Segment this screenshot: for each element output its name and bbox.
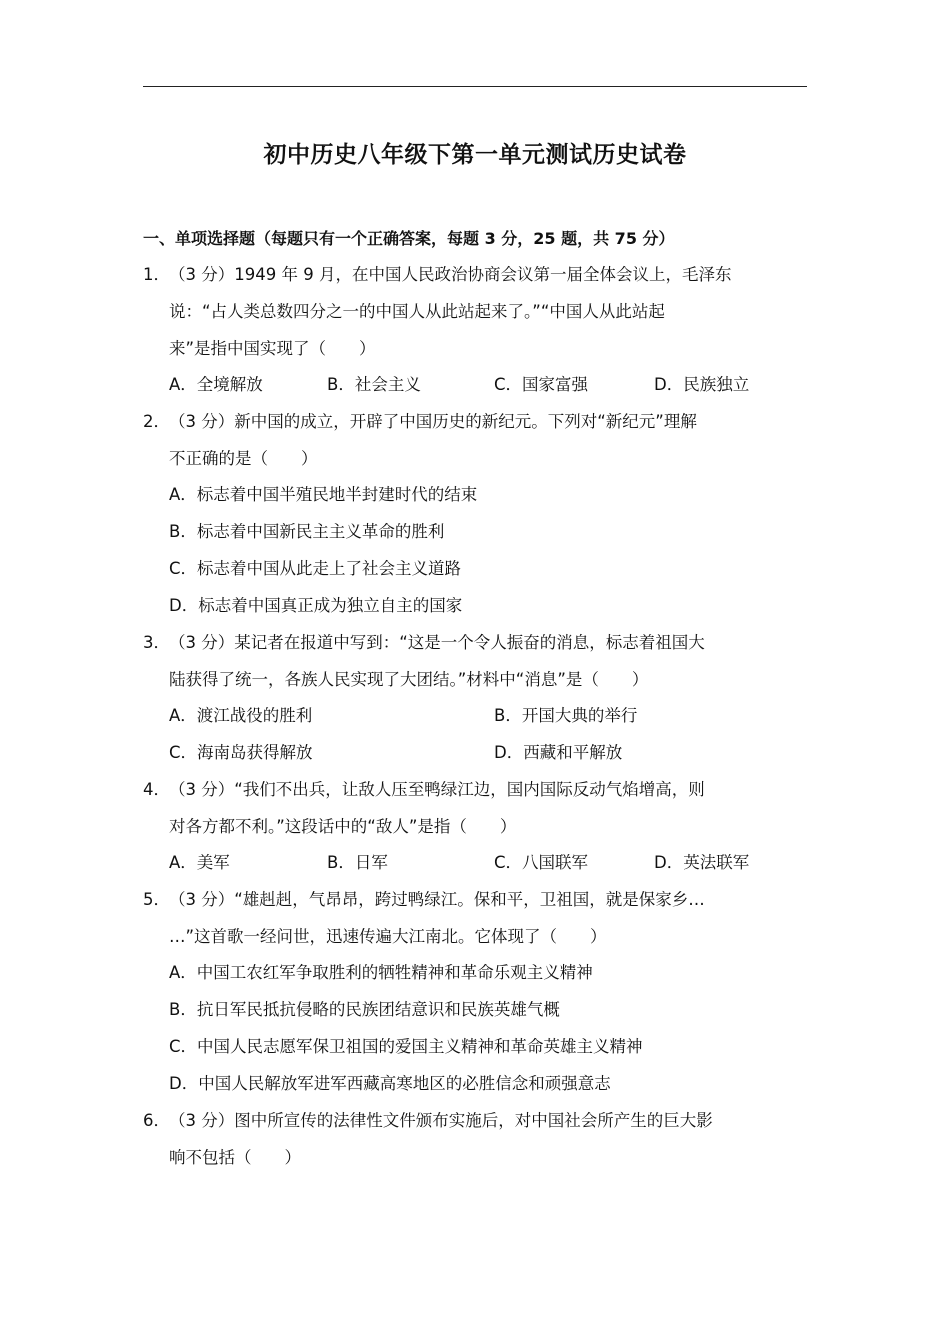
- page-title: 初中历史八年级下第一单元测试历史试卷: [263, 142, 687, 168]
- question-3: [143, 632, 705, 654]
- question-5: [143, 889, 705, 911]
- option-c[interactable]: C．海南岛获得解放: [169, 743, 313, 762]
- question-text: 说：“占人类总数四分之一的中国人从此站起来了。”“中国人从此站起: [169, 302, 665, 321]
- option-d[interactable]: D．西藏和平解放: [494, 743, 623, 762]
- option-b[interactable]: B．社会主义: [327, 375, 421, 394]
- option-a[interactable]: A．标志着中国半殖民地半封建时代的结束: [169, 485, 478, 504]
- question-number: 3．: [143, 633, 170, 652]
- question-2: [143, 411, 697, 433]
- question-number: 6．: [143, 1111, 170, 1130]
- question-text: …”这首歌一经问世，迅速传遍大江南北。它体现了（ ）: [169, 927, 607, 946]
- option-d[interactable]: D．中国人民解放军进军西藏高寒地区的必胜信念和顽强意志: [169, 1074, 611, 1093]
- question-text: （3 分）图中所宣传的法律性文件颁布实施后，对中国社会所产生的巨大影: [169, 1111, 713, 1130]
- question-text: 来”是指中国实现了（ ）: [169, 339, 376, 358]
- question-number: 1．: [143, 265, 170, 284]
- option-a[interactable]: A．全境解放: [169, 375, 263, 394]
- option-d[interactable]: D．标志着中国真正成为独立自主的国家: [169, 596, 463, 615]
- option-a[interactable]: A．中国工农红军争取胜利的牺牲精神和革命乐观主义精神: [169, 963, 593, 982]
- question-6: [143, 1110, 713, 1132]
- option-b[interactable]: B．日军: [327, 853, 388, 872]
- option-c[interactable]: C．国家富强: [494, 375, 589, 394]
- question-number: 2．: [143, 412, 170, 431]
- question-text: （3 分）新中国的成立，开辟了中国历史的新纪元。下列对“新纪元”理解: [169, 412, 697, 431]
- top-rule: [143, 86, 807, 87]
- option-d[interactable]: D．民族独立: [654, 375, 750, 394]
- option-a[interactable]: A．渡江战役的胜利: [169, 706, 313, 725]
- option-c[interactable]: C．八国联军: [494, 853, 589, 872]
- option-b[interactable]: B．抗日军民抵抗侵略的民族团结意识和民族英雄气概: [169, 1000, 560, 1019]
- question-text: （3 分）1949 年 9 月，在中国人民政治协商会议第一届全体会议上，毛泽东: [169, 265, 732, 284]
- option-c[interactable]: C．标志着中国从此走上了社会主义道路: [169, 559, 462, 578]
- section-heading: 一、单项选择题（每题只有一个正确答案，每题 3 分，25 题，共 75 分）: [143, 229, 675, 248]
- option-a[interactable]: A．美军: [169, 853, 230, 872]
- question-text: 响不包括（ ）: [169, 1148, 301, 1167]
- option-b[interactable]: B．标志着中国新民主主义革命的胜利: [169, 522, 445, 541]
- question-text: 不正确的是（ ）: [169, 449, 318, 468]
- question-text: （3 分）某记者在报道中写到：“这是一个令人振奋的消息，标志着祖国大: [169, 633, 705, 652]
- question-number: 5．: [143, 890, 170, 909]
- question-4: [143, 779, 705, 801]
- question-text: 陆获得了统一，各族人民实现了大团结。”材料中“消息”是（ ）: [169, 670, 649, 689]
- question-1: [143, 264, 731, 286]
- question-text: （3 分）“我们不出兵，让敌人压至鸭绿江边，国内国际反动气焰增高，则: [169, 780, 705, 799]
- option-d[interactable]: D．英法联军: [654, 853, 750, 872]
- question-text: （3 分）“雄赳赳，气昂昂，跨过鸭绿江。保和平，卫祖国，就是保家乡…: [169, 890, 705, 909]
- question-text: 对各方都不利。”这段话中的“敌人”是指（ ）: [169, 817, 517, 836]
- option-c[interactable]: C．中国人民志愿军保卫祖国的爱国主义精神和革命英雄主义精神: [169, 1037, 643, 1056]
- question-number: 4．: [143, 780, 170, 799]
- option-b[interactable]: B．开国大典的举行: [494, 706, 638, 725]
